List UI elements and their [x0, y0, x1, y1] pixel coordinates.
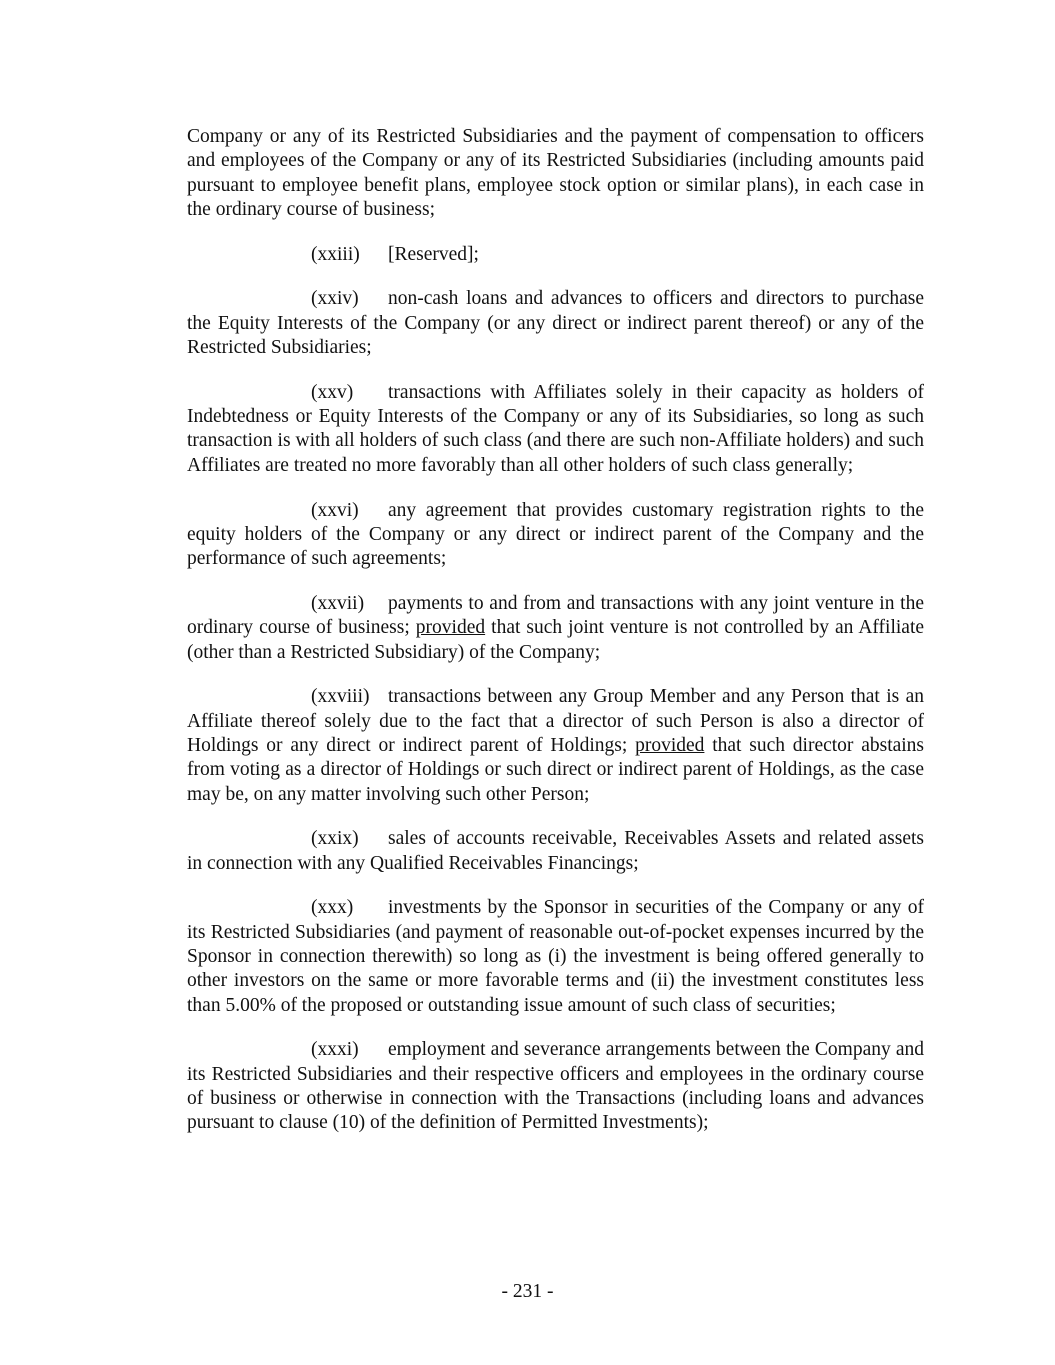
clause-text: employment and severance arrangements between the Company and its Restricted Subsidiaries and their respective officers and employees in the ordinary course of business or otherwise in connection with the Transactions (including loans and advances pursuant to clause (10) of the definition of Permitted Investments); [187, 1039, 924, 1134]
clause-xxiii [187, 243, 924, 267]
clause-xxx [187, 896, 924, 1017]
clause-xxxi [187, 1038, 924, 1135]
clause-text-before: payments to and from and transactions with any joint venture in the ordinary course of business; [187, 592, 924, 639]
document-body [187, 125, 924, 1156]
clause-text: sales of accounts receivable, Receivables Assets and related assets in connection with any Qualified Receivables Financings; [187, 828, 924, 874]
clause-xxvi [187, 499, 924, 572]
clause-number: (xxxi) [311, 1039, 359, 1061]
provided-term: provided [635, 734, 705, 756]
clause-text: [Reserved]; [388, 243, 479, 265]
clause-number: (xxviii) [311, 686, 370, 708]
clause-number: (xxx) [311, 897, 354, 919]
continuation-paragraph: Company or any of its Restricted Subsidiaries and the payment of compensation to officers and employees of the Company or any of its Restricted Subsidiaries (including amounts paid pursuant to employee benefit plans, employee stock option or similar plans), in each case in the ordinary course of business; [187, 126, 924, 220]
clause-xxix [187, 827, 924, 876]
clause-text: any agreement that provides customary registration rights to the equity holders of the Company or any direct or indirect parent of the Company and the performance of such agreements; [187, 499, 924, 570]
page-number: - 231 - [501, 1281, 554, 1302]
clause-number: (xxiii) [311, 243, 360, 265]
clause-text: investments by the Sponsor in securities of the Company or any of its Restricted Subsidiaries (and payment of reasonable out-of-pocket expenses incurred by the Sponsor in connection therewith) so long as (i) the investment is being offered generally to other investors on the same or more favorable terms and (ii) the investment constitutes less than 5.00% of the proposed or outstanding issue amount of such class of securities; [187, 897, 924, 1016]
clause-number: (xxix) [311, 828, 359, 850]
clause-number: (xxvi) [311, 499, 359, 521]
clause-xxiv [187, 287, 924, 360]
clause-text-after: that such joint venture is not controlled by an Affiliate (other than a Restricted Subsidiary) of the Company; [187, 617, 925, 663]
provided-term: provided [415, 617, 486, 639]
clause-text: non-cash loans and advances to officers and directors to purchase the Equity Interests of the Company (or any direct or indirect parent thereof) or any of the Restricted Subsidiaries; [187, 288, 924, 359]
clause-number: (xxiv) [311, 288, 359, 310]
clause-xxviii [187, 685, 924, 806]
clause-xxv [187, 381, 924, 478]
clause-text: transactions with Affiliates solely in their capacity as holders of Indebtedness or Equity Interests of the Company or any of its Subsidiaries, so long as such transaction is with all holders of such class (and there are such non-Affiliate holders) and such Affiliates are treated no more favorably than all other holders of such class generally; [187, 381, 924, 476]
clause-xxvii [187, 592, 924, 665]
clause-number: (xxvii) [311, 592, 365, 614]
clause-text-after: that such director abstains from voting as a director of Holdings or such direct or indirect parent of Holdings, as the case may be, on any matter involving such other Person; [187, 734, 925, 805]
clause-number: (xxv) [311, 381, 354, 403]
clause-text-before: transactions between any Group Member and any Person that is an Affiliate thereof solely due to the fact that a director of such Person is also a director of Holdings or any direct or indirect parent of Holdings; [187, 686, 924, 756]
